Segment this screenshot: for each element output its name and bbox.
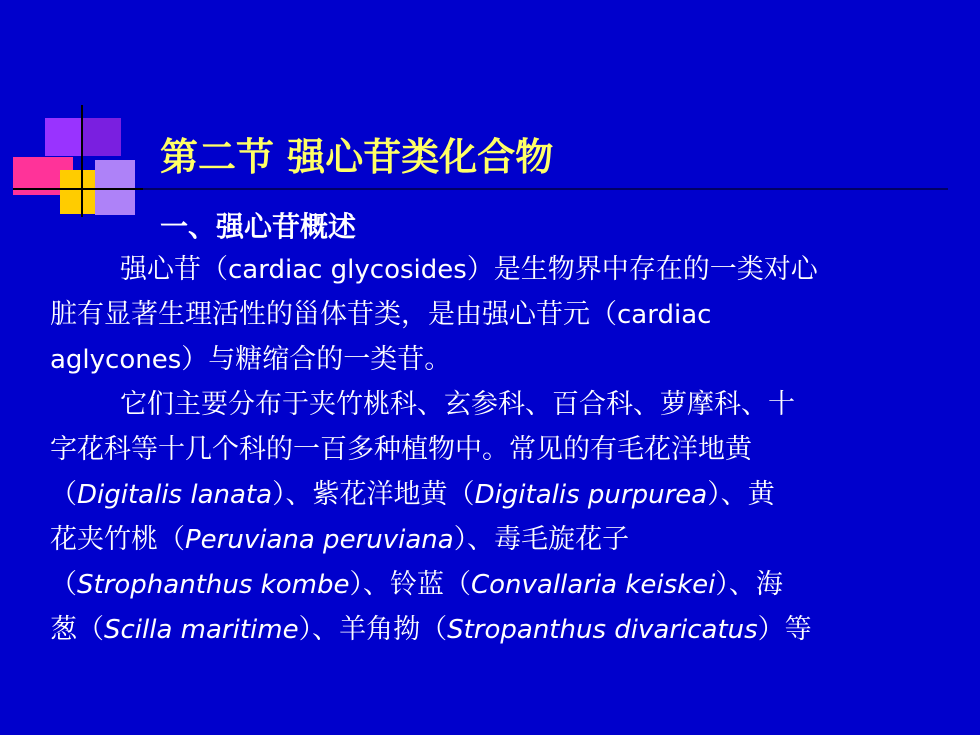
logo-horizontal-line — [13, 188, 143, 190]
paragraph-1-line-3: aglycones）与糖缩合的一类苷。 — [50, 344, 452, 375]
logo-block-yellow — [60, 170, 95, 214]
paragraph-1-line-2: 脏有显著生理活性的甾体苷类，是由强心苷元（cardiac — [50, 299, 712, 330]
logo-block-purple — [45, 118, 83, 156]
slide-title: 第二节 强心苷类化合物 — [160, 134, 554, 179]
paragraph-1-line-1: 强心苷（cardiac glycosides）是生物界中存在的一类对心 — [120, 254, 818, 285]
paragraph-2-line-2: 字花科等十几个科的一百多种植物中。常见的有毛花洋地黄 — [50, 434, 752, 465]
logo-vertical-line — [81, 105, 83, 217]
paragraph-2-line-1: 它们主要分布于夹竹桃科、玄参科、百合科、萝摩科、十 — [120, 389, 795, 420]
body-text — [50, 247, 950, 652]
paragraph-2-line-3: （Digitalis lanata）、紫花洋地黄（Digitalis purpurea）、黄 — [50, 479, 775, 510]
paragraph-2-line-5: （Strophanthus kombe）、铃蓝（Convallaria keiskei）、海 — [50, 569, 783, 600]
title-underline — [143, 188, 948, 190]
logo-block-violet — [83, 118, 121, 156]
paragraph-2-line-4: 花夹竹桃（Peruviana peruviana）、毒毛旋花子 — [50, 524, 630, 555]
section-heading: 一、强心苷概述 — [160, 210, 357, 243]
paragraph-2-line-6: 葱（Scilla maritime）、羊角拗（Stropanthus divaricatus）等 — [50, 614, 812, 645]
